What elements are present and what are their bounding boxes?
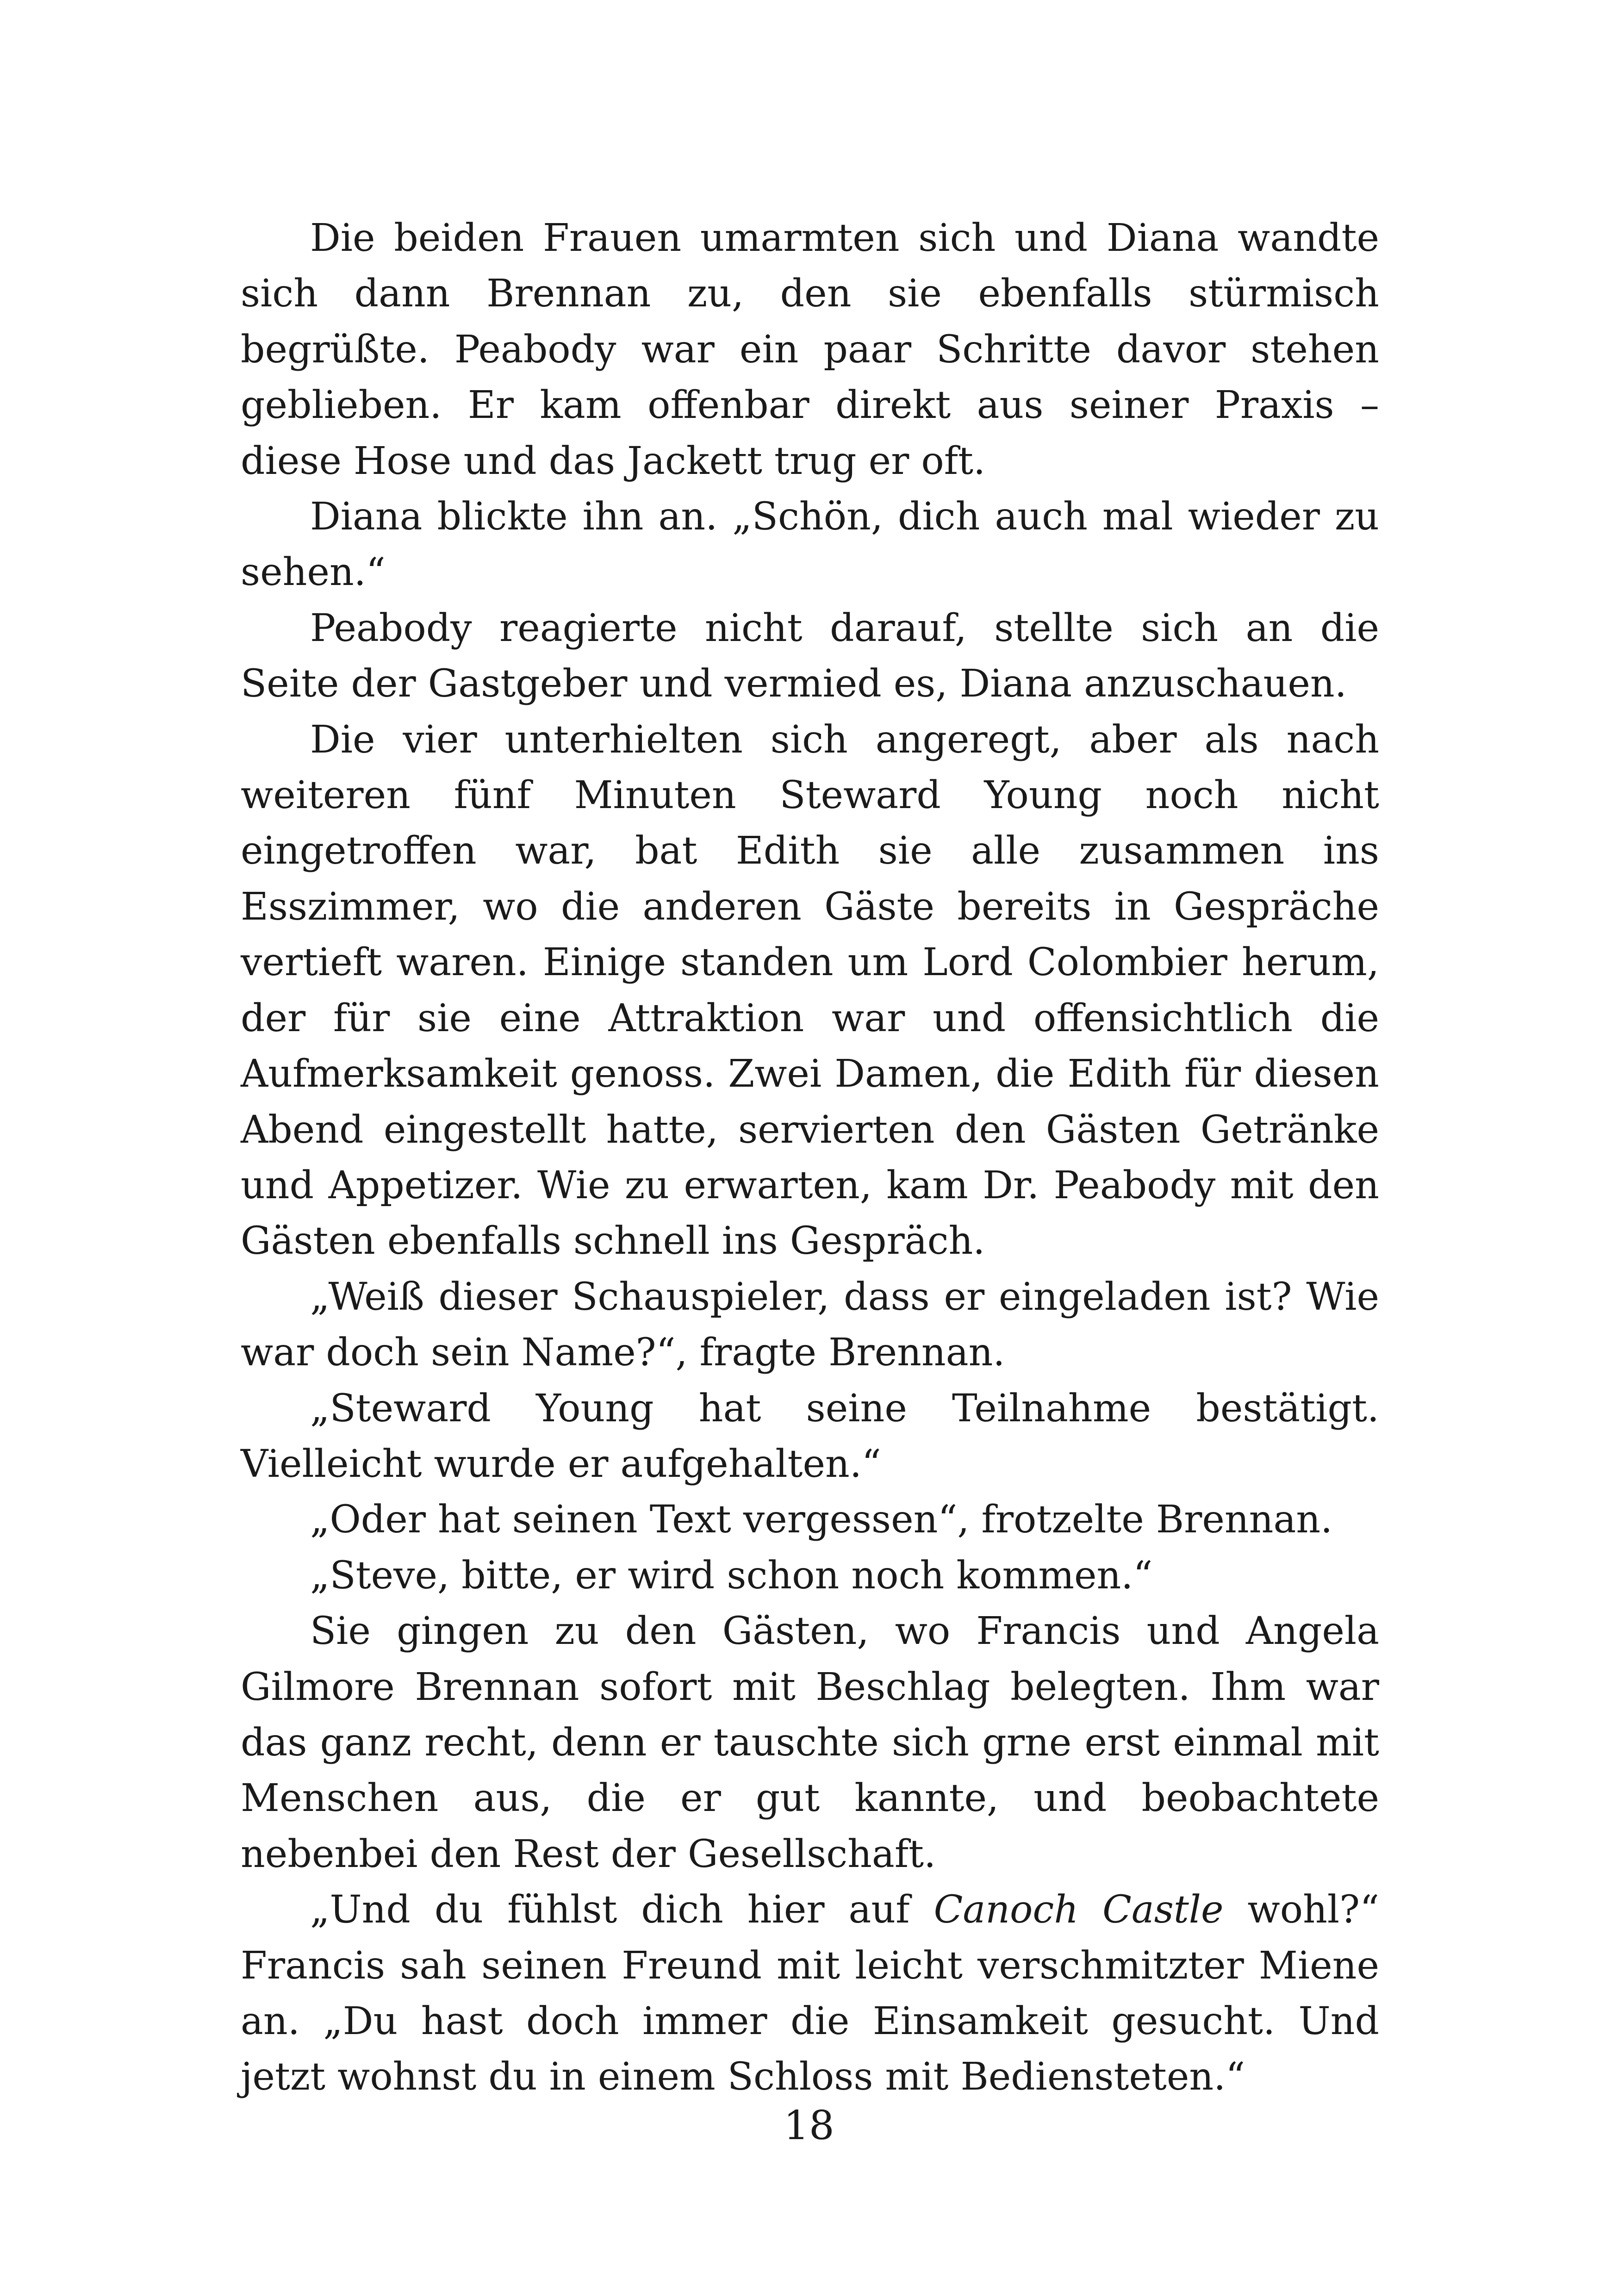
paragraph-5: „Weiß dieser Schauspieler, dass er eingeladen ist? Wie war doch sein Name?“, fragte Brennan. — [241, 1275, 1379, 1375]
paragraph-7: „Oder hat seinen Text vergessen“, frotzelte Brennan. — [310, 1498, 1333, 1542]
paragraph-1: Die beiden Frauen umarmten sich und Diana wandte sich dann Brennan zu, den sie ebenfalls stürmisch begrüßte. Peabody war ein paar Schritte davor stehen geblieben. Er kam offenbar direkt aus seiner Praxis – diese Hose und das Jackett trug er oft. — [241, 216, 1379, 483]
paragraph-2: Diana blickte ihn an. „Schön, dich auch mal wieder zu sehen.“ — [241, 495, 1379, 595]
paragraph-9: Sie gingen zu den Gästen, wo Francis und Angela Gilmore Brennan sofort mit Beschlag belegten. Ihm war das ganz recht, denn er tauschte sich grne erst einmal mit Menschen aus, die er gut kannte, und beobachtete nebenbei den Rest der Gesellschaft. — [241, 1609, 1379, 1876]
castle-name-italic: Canoch Castle — [933, 1888, 1224, 1932]
paragraph-3: Peabody reagierte nicht darauf, stellte sich an die Seite der Gastgeber und vermied es, Diana anzuschauen. — [241, 606, 1379, 706]
page-number: 18 — [784, 2103, 834, 2149]
paragraph-10-end: wohl?“ Francis sah seinen Freund mit leicht verschmitzter Miene an. „Du hast doch immer die Einsamkeit gesucht. Und jetzt wohnst du in einem Schloss mit Bediensteten.“ — [241, 1888, 1380, 2099]
paragraph-10 — [241, 1882, 1379, 2105]
paragraph-4: Die vier unterhielten sich angeregt, aber als nach weiteren fünf Minuten Steward Young noch nicht eingetroffen war, bat Edith sie alle zusammen ins Esszimmer, wo die anderen Gäste bereits in Gespräche vertieft waren. Einige standen um Lord Colombier herum, der für sie eine Attraktion war und offensichtlich die Aufmerksamkeit genoss. Zwei Damen, die Edith für diesen Abend eingestellt hatte, servierten den Gästen Getränke und Appetizer. Wie zu erwarten, kam Dr. Peabody mit den Gästen ebenfalls schnell ins Gespräch. — [241, 717, 1379, 1263]
paragraph-6: „Steward Young hat seine Teilnahme bestätigt. Vielleicht wurde er aufgehalten.“ — [241, 1386, 1379, 1486]
paragraph-10-start: „Und du fühlst dich hier auf — [310, 1888, 934, 1932]
body-text — [241, 211, 1379, 2105]
paragraph-8: „Steve, bitte, er wird schon noch kommen.“ — [310, 1553, 1153, 1598]
